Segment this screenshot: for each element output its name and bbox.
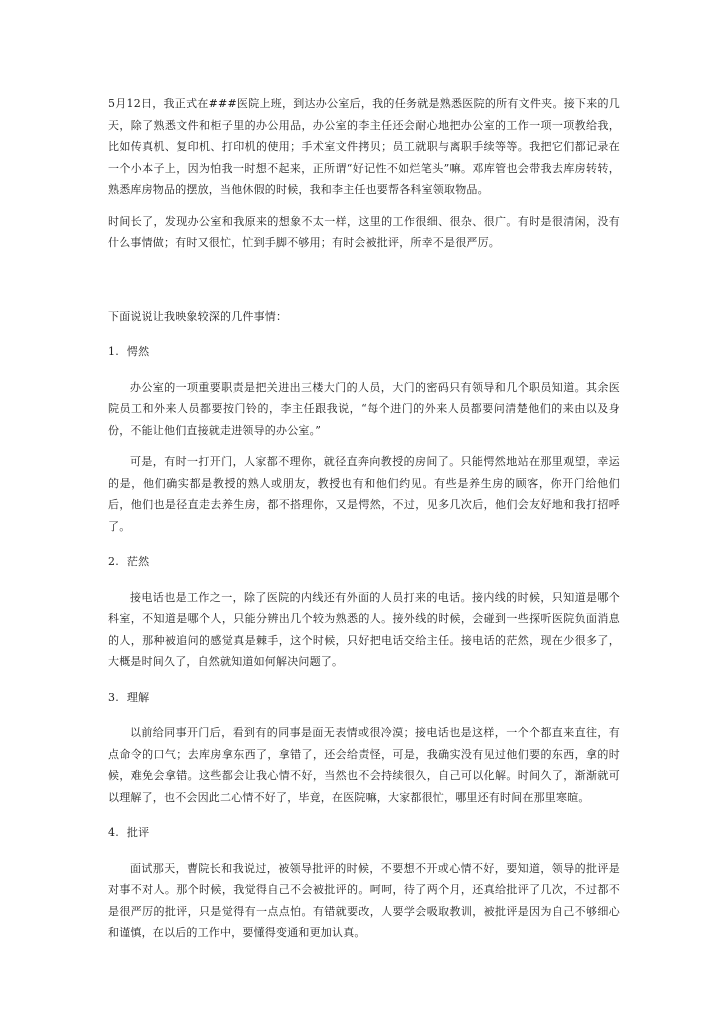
section-heading-3 [108, 687, 620, 709]
section-heading-4 [108, 822, 620, 844]
section-heading-2 [108, 551, 620, 573]
section-number: 3. [108, 690, 119, 704]
section-heading-1 [108, 341, 620, 363]
section-1-paragraph-1: 办公室的一项重要职责是把关进出三楼大门的人员，大门的密码只有领导和几个职员知道。其余医院员工和外来人员都要按门铃的，李主任跟我说，“每个进门的外来人员都要问清楚他们的来由以及身份，不能让他们直接就走进领导的办公室。” [108, 380, 620, 437]
section-title: 理解 [126, 690, 150, 704]
intro-paragraph-2: 时间长了，发现办公室和我原来的想象不太一样，这里的工作很细、很杂、很广。有时是很清闲，没有什么事情做；有时又很忙，忙到手脚不够用；有时会被批评，所幸不是很严厉。 [108, 214, 620, 249]
section-number: 1. [108, 345, 119, 358]
section-title: 批评 [126, 826, 150, 839]
section-title: 愕然 [126, 345, 150, 358]
intro-paragraph-1: 5月12日，我正式在###医院上班，到达办公室后，我的任务就是熟悉医院的所有文件夹。接下来的几天，除了熟悉文件和柜子里的办公用品，办公室的李主任还会耐心地把办公室的工作一项一项教给我，比如传真机、复印机、打印机的使用；手术室文件拷贝；员工就职与离职手续等等。我把它们都记录在一个小本子上，因为怕我一时想不起来，正所谓“好记性不如烂笔头”嘛。邓库管也会带我去库房转转，熟悉库房物品的摆放，当他休假的时候，我和李主任也要帮各科室领取物品。 [108, 97, 620, 196]
section-1-paragraph-2: 可是，有时一打开门，人家都不理你，就径直奔向教授的房间了。只能愕然地站在那里观望，幸运的是，他们确实都是教授的熟人或朋友，教授也有和他们约见。有些是养生房的顾客，你开门给他们后，他们也是径直走去养生房，都不搭理你，又是愕然，不过，见多几次后，他们会友好地和我打招呼了。 [108, 455, 620, 533]
section-title: 茫然 [126, 555, 150, 568]
section-number: 2. [108, 555, 119, 568]
document-body [108, 93, 620, 944]
section-number: 4. [108, 826, 119, 839]
section-4-paragraph-1: 面试那天，曹院长和我说过，被领导批评的时候，不要想不开或心情不好，要知道，领导的批评是对事不对人。那个时候，我觉得自己不会被批评的。呵呵，待了两个月，还真给批评了几次，不过都不是很严厉的批评，只是觉得有一点点怕。有错就要改，人要学会吸取教训，被批评是因为自己不够细心和谨慎，在以后的工作中，要懂得变通和更加认真。 [108, 861, 620, 939]
section-2-paragraph-1: 接电话也是工作之一，除了医院的内线还有外面的人员打来的电话。接内线的时候，只知道是哪个科室，不知道是哪个人，只能分辨出几个较为熟悉的人。接外线的时候，会碰到一些探听医院负面消息的人，那种被追问的感觉真是棘手，这个时候，只好把电话交给主任。接电话的茫然，现在少很多了，大概是时间久了，自然就知道如何解决问题了。 [108, 590, 620, 668]
intro-paragraph-3: 下面说说让我映象较深的几件事情： [108, 309, 288, 323]
section-3-paragraph-1: 以前给同事开门后，看到有的同事是面无表情或很冷漠；接电话也是这样，一个个都直来直往，有点命令的口气；去库房拿东西了，拿错了，还会给责怪，可是，我确实没有见过他们要的东西，拿的时候，难免会拿错。这些都会让我心情不好，当然也不会持续很久，自己可以化解。时间久了，渐渐就可以理解了，也不会因此二心情不好了，毕竟，在医院嘛，大家都很忙，哪里还有时间在那里寒暄。 [108, 726, 620, 804]
